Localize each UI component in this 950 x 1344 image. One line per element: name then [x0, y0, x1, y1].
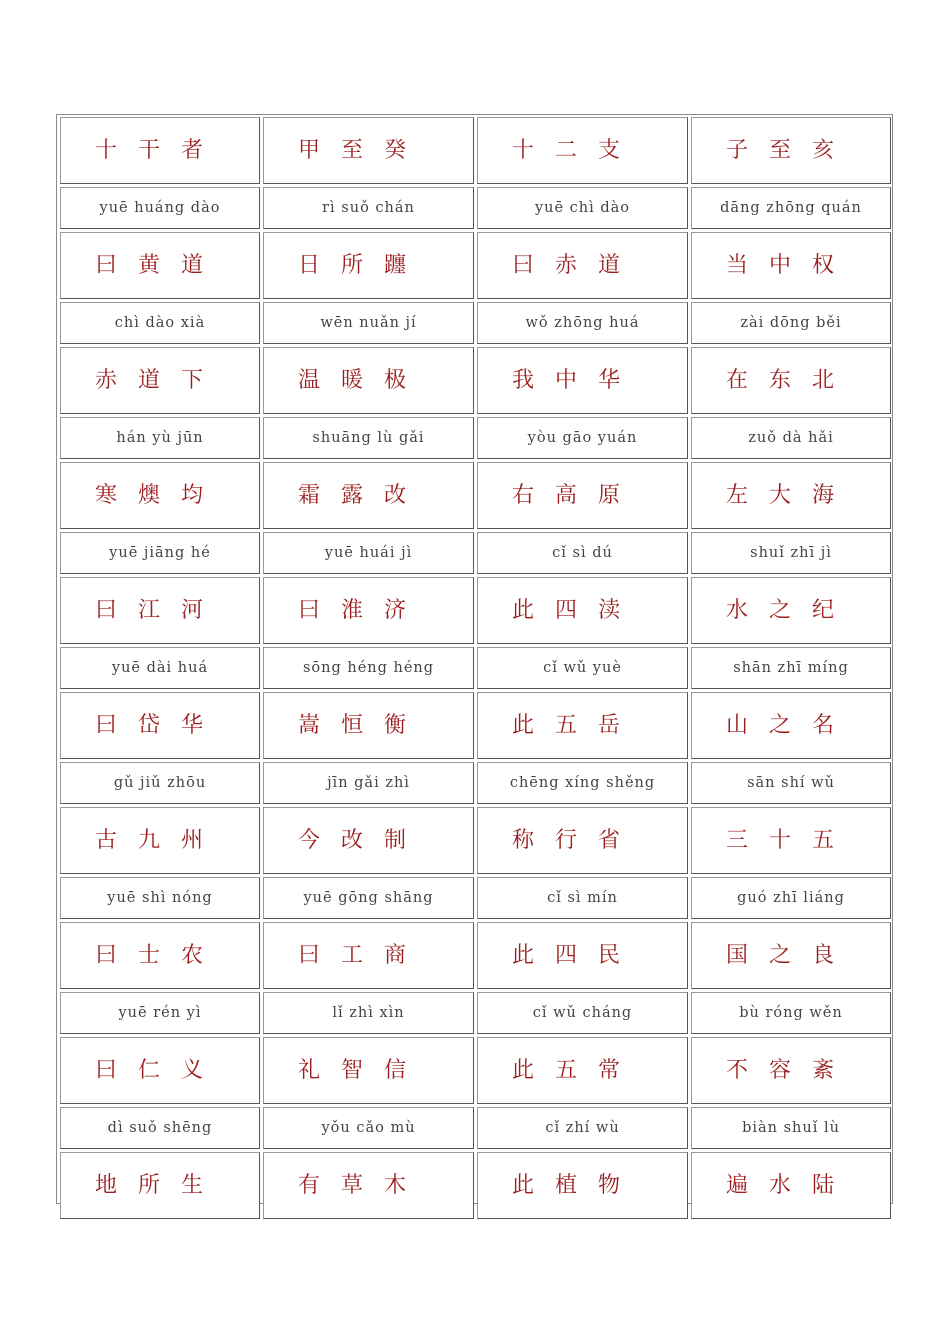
- hanzi-cell: [477, 232, 688, 299]
- hanzi-char: 五: [555, 1058, 578, 1083]
- hanzi-char: 改: [341, 828, 364, 853]
- pinyin-cell: [263, 302, 474, 344]
- hanzi-char: 国: [726, 943, 749, 968]
- hanzi-text: [264, 1038, 473, 1084]
- pinyin-text: hán yù jūn: [116, 430, 204, 446]
- hanzi-char: 权: [812, 253, 835, 278]
- pinyin-text: biàn shuǐ lù: [742, 1120, 840, 1136]
- pinyin-text: chì dào xià: [114, 315, 206, 331]
- hanzi-char: 良: [812, 943, 835, 968]
- hanzi-char: 衡: [384, 713, 407, 738]
- hanzi-text: [478, 808, 687, 854]
- pinyin-text: cǐ sì dú: [552, 545, 613, 561]
- pinyin-text: jīn gǎi zhì: [327, 775, 410, 791]
- hanzi-char: 海: [812, 483, 835, 508]
- hanzi-char: 所: [341, 253, 364, 278]
- hanzi-char: 水: [769, 1173, 792, 1198]
- hanzi-cell: [263, 922, 474, 989]
- hanzi-text: [264, 578, 473, 624]
- hanzi-text: [264, 463, 473, 509]
- hanzi-cell: [263, 577, 474, 644]
- hanzi-char: 制: [384, 828, 407, 853]
- hanzi-text: [264, 1153, 473, 1199]
- hanzi-char: 木: [384, 1173, 407, 1198]
- hanzi-cell: [60, 577, 260, 644]
- hanzi-cell: [263, 1037, 474, 1104]
- hanzi-char: 江: [138, 598, 161, 623]
- pinyin-text: yuē rén yì: [118, 1005, 202, 1021]
- hanzi-text: [61, 348, 259, 394]
- pinyin-text: rì suǒ chán: [322, 200, 415, 216]
- hanzi-char: 植: [555, 1173, 578, 1198]
- hanzi-char: 十: [512, 138, 535, 163]
- hanzi-char: 下: [181, 368, 204, 393]
- hanzi-char: 五: [812, 828, 835, 853]
- hanzi-char: 之: [769, 943, 792, 968]
- hanzi-char: 工: [341, 943, 364, 968]
- hanzi-char: 名: [812, 713, 835, 738]
- pinyin-cell: [477, 302, 688, 344]
- hanzi-char: 大: [769, 483, 792, 508]
- hanzi-char: 遍: [726, 1173, 749, 1198]
- pinyin-text: yòu gāo yuán: [527, 430, 638, 446]
- hanzi-text: [692, 348, 890, 394]
- pinyin-cell: [60, 647, 260, 689]
- hanzi-char: 嵩: [298, 713, 321, 738]
- pinyin-text: dāng zhōng quán: [720, 200, 862, 216]
- hanzi-char: 支: [598, 138, 621, 163]
- hanzi-text: [264, 808, 473, 854]
- pinyin-cell: [691, 877, 891, 919]
- hanzi-text: [264, 693, 473, 739]
- hanzi-text: [264, 233, 473, 279]
- hanzi-char: 商: [384, 943, 407, 968]
- hanzi-char: 岳: [598, 713, 621, 738]
- hanzi-cell: [263, 807, 474, 874]
- pinyin-cell: [691, 647, 891, 689]
- hanzi-char: 礼: [298, 1058, 321, 1083]
- hanzi-cell: [691, 922, 891, 989]
- hanzi-char: 极: [384, 368, 407, 393]
- hanzi-text: [692, 923, 890, 969]
- hanzi-cell: [691, 807, 891, 874]
- pinyin-text: shān zhī míng: [733, 660, 849, 676]
- hanzi-char: 岱: [138, 713, 161, 738]
- hanzi-cell: [60, 1037, 260, 1104]
- hanzi-cell: [477, 117, 688, 184]
- hanzi-cell: [60, 692, 260, 759]
- hanzi-cell: [477, 462, 688, 529]
- hanzi-char: 赤: [555, 253, 578, 278]
- pinyin-text: yuē shì nóng: [107, 890, 213, 906]
- hanzi-cell: [263, 692, 474, 759]
- hanzi-cell: [691, 1037, 891, 1104]
- pinyin-cell: [60, 1107, 260, 1149]
- hanzi-text: [61, 1153, 259, 1199]
- hanzi-char: 东: [769, 368, 792, 393]
- hanzi-char: 义: [181, 1058, 204, 1083]
- pinyin-text: yuē huái jì: [324, 545, 413, 561]
- hanzi-cell: [263, 117, 474, 184]
- hanzi-text: [264, 348, 473, 394]
- pinyin-cell: [691, 532, 891, 574]
- hanzi-char: 所: [138, 1173, 161, 1198]
- pinyin-cell: [691, 187, 891, 229]
- pinyin-cell: [60, 877, 260, 919]
- hanzi-char: 道: [598, 253, 621, 278]
- pinyin-cell: [60, 532, 260, 574]
- hanzi-char: 容: [769, 1058, 792, 1083]
- pinyin-cell: [263, 647, 474, 689]
- hanzi-char: 霜: [298, 483, 321, 508]
- pinyin-text: shuāng lù gǎi: [312, 430, 425, 446]
- hanzi-char: 州: [181, 828, 204, 853]
- hanzi-cell: [691, 692, 891, 759]
- hanzi-cell: [477, 922, 688, 989]
- hanzi-char: 智: [341, 1058, 364, 1083]
- hanzi-char: 行: [555, 828, 578, 853]
- hanzi-cell: [60, 347, 260, 414]
- pinyin-cell: [477, 877, 688, 919]
- hanzi-char: 曰: [298, 598, 321, 623]
- hanzi-cell: [477, 807, 688, 874]
- pinyin-text: cǐ wǔ yuè: [543, 660, 622, 676]
- hanzi-char: 生: [181, 1173, 204, 1198]
- pinyin-text: gǔ jiǔ zhōu: [113, 775, 207, 791]
- hanzi-cell: [263, 462, 474, 529]
- hanzi-text: [61, 118, 259, 164]
- hanzi-char: 济: [384, 598, 407, 623]
- hanzi-char: 省: [598, 828, 621, 853]
- hanzi-char: 曰: [95, 598, 118, 623]
- hanzi-char: 四: [555, 943, 578, 968]
- hanzi-char: 紊: [812, 1058, 835, 1083]
- hanzi-char: 曰: [95, 253, 118, 278]
- hanzi-char: 此: [512, 713, 535, 738]
- hanzi-text: [692, 578, 890, 624]
- hanzi-cell: [691, 462, 891, 529]
- hanzi-cell: [691, 347, 891, 414]
- hanzi-char: 二: [555, 138, 578, 163]
- hanzi-char: 当: [726, 253, 749, 278]
- hanzi-char: 中: [769, 253, 792, 278]
- hanzi-char: 称: [512, 828, 535, 853]
- hanzi-cell: [60, 117, 260, 184]
- pinyin-text: yǒu cǎo mù: [321, 1120, 416, 1136]
- hanzi-char: 此: [512, 943, 535, 968]
- hanzi-text: [692, 118, 890, 164]
- hanzi-char: 改: [384, 483, 407, 508]
- hanzi-text: [264, 118, 473, 164]
- hanzi-cell: [60, 462, 260, 529]
- hanzi-cell: [60, 922, 260, 989]
- pinyin-text: cǐ zhí wù: [545, 1120, 620, 1136]
- pinyin-cell: [691, 417, 891, 459]
- hanzi-char: 中: [555, 368, 578, 393]
- pinyin-cell: [60, 187, 260, 229]
- pinyin-cell: [263, 417, 474, 459]
- hanzi-char: 此: [512, 1058, 535, 1083]
- hanzi-text: [692, 463, 890, 509]
- hanzi-char: 温: [298, 368, 321, 393]
- hanzi-char: 干: [138, 138, 161, 163]
- hanzi-char: 赤: [95, 368, 118, 393]
- pinyin-table: [56, 114, 893, 1204]
- pinyin-text: wǒ zhōng huá: [525, 315, 640, 331]
- pinyin-cell: [477, 1107, 688, 1149]
- pinyin-text: bù róng wěn: [739, 1005, 843, 1021]
- hanzi-cell: [691, 232, 891, 299]
- hanzi-text: [478, 233, 687, 279]
- hanzi-char: 亥: [812, 138, 835, 163]
- pinyin-cell: [263, 532, 474, 574]
- pinyin-text: dì suǒ shēng: [107, 1120, 213, 1136]
- hanzi-char: 仁: [138, 1058, 161, 1083]
- hanzi-cell: [60, 807, 260, 874]
- hanzi-char: 曰: [95, 713, 118, 738]
- hanzi-char: 九: [138, 828, 161, 853]
- hanzi-text: [478, 693, 687, 739]
- hanzi-text: [478, 578, 687, 624]
- hanzi-char: 古: [95, 828, 118, 853]
- hanzi-char: 信: [384, 1058, 407, 1083]
- hanzi-text: [61, 463, 259, 509]
- hanzi-char: 不: [726, 1058, 749, 1083]
- hanzi-text: [61, 693, 259, 739]
- hanzi-char: 十: [95, 138, 118, 163]
- pinyin-cell: [691, 762, 891, 804]
- hanzi-char: 癸: [384, 138, 407, 163]
- hanzi-char: 左: [726, 483, 749, 508]
- pinyin-text: shuǐ zhī jì: [750, 545, 832, 561]
- hanzi-cell: [691, 577, 891, 644]
- hanzi-char: 日: [298, 253, 321, 278]
- hanzi-char: 农: [181, 943, 204, 968]
- hanzi-char: 在: [726, 368, 749, 393]
- hanzi-cell: [263, 347, 474, 414]
- hanzi-cell: [477, 347, 688, 414]
- hanzi-text: [61, 578, 259, 624]
- hanzi-cell: [263, 232, 474, 299]
- pinyin-cell: [477, 762, 688, 804]
- hanzi-char: 甲: [298, 138, 321, 163]
- hanzi-char: 道: [138, 368, 161, 393]
- hanzi-char: 河: [181, 598, 204, 623]
- hanzi-text: [692, 693, 890, 739]
- hanzi-char: 高: [555, 483, 578, 508]
- pinyin-cell: [477, 532, 688, 574]
- hanzi-char: 地: [95, 1173, 118, 1198]
- hanzi-char: 躔: [384, 253, 407, 278]
- pinyin-text: yuē gōng shāng: [303, 890, 434, 906]
- hanzi-cell: [477, 577, 688, 644]
- hanzi-cell: [477, 1152, 688, 1219]
- pinyin-text: zuǒ dà hǎi: [748, 430, 834, 446]
- hanzi-text: [478, 348, 687, 394]
- pinyin-cell: [691, 992, 891, 1034]
- pinyin-cell: [60, 762, 260, 804]
- hanzi-char: 曰: [95, 1058, 118, 1083]
- hanzi-char: 原: [598, 483, 621, 508]
- hanzi-char: 山: [726, 713, 749, 738]
- pinyin-cell: [263, 187, 474, 229]
- hanzi-char: 均: [181, 483, 204, 508]
- hanzi-char: 右: [512, 483, 535, 508]
- hanzi-text: [478, 118, 687, 164]
- hanzi-char: 陆: [812, 1173, 835, 1198]
- hanzi-char: 四: [555, 598, 578, 623]
- hanzi-text: [692, 808, 890, 854]
- pinyin-cell: [60, 417, 260, 459]
- hanzi-char: 物: [598, 1173, 621, 1198]
- pinyin-text: guó zhī liáng: [737, 890, 845, 906]
- pinyin-cell: [263, 877, 474, 919]
- hanzi-char: 常: [598, 1058, 621, 1083]
- pinyin-cell: [477, 992, 688, 1034]
- hanzi-text: [692, 1038, 890, 1084]
- hanzi-char: 草: [341, 1173, 364, 1198]
- hanzi-cell: [60, 232, 260, 299]
- hanzi-text: [478, 1153, 687, 1199]
- hanzi-char: 华: [598, 368, 621, 393]
- hanzi-char: 恒: [341, 713, 364, 738]
- pinyin-cell: [60, 992, 260, 1034]
- pinyin-text: chēng xíng shěng: [509, 775, 656, 791]
- pinyin-cell: [477, 187, 688, 229]
- hanzi-text: [61, 1038, 259, 1084]
- hanzi-char: 曰: [512, 253, 535, 278]
- hanzi-cell: [263, 1152, 474, 1219]
- hanzi-char: 至: [341, 138, 364, 163]
- pinyin-cell: [263, 762, 474, 804]
- hanzi-cell: [691, 117, 891, 184]
- hanzi-text: [478, 923, 687, 969]
- pinyin-cell: [477, 647, 688, 689]
- pinyin-text: lǐ zhì xìn: [332, 1005, 405, 1021]
- hanzi-text: [61, 233, 259, 279]
- pinyin-text: yuē dài huá: [111, 660, 209, 676]
- pinyin-cell: [691, 1107, 891, 1149]
- hanzi-char: 寒: [95, 483, 118, 508]
- hanzi-char: 我: [512, 368, 535, 393]
- hanzi-char: 淮: [341, 598, 364, 623]
- hanzi-char: 暖: [341, 368, 364, 393]
- hanzi-char: 华: [181, 713, 204, 738]
- hanzi-char: 子: [726, 138, 749, 163]
- hanzi-char: 道: [181, 253, 204, 278]
- pinyin-text: wēn nuǎn jí: [320, 315, 417, 331]
- hanzi-text: [478, 463, 687, 509]
- pinyin-cell: [691, 302, 891, 344]
- pinyin-cell: [263, 992, 474, 1034]
- hanzi-cell: [691, 1152, 891, 1219]
- hanzi-char: 曰: [298, 943, 321, 968]
- pinyin-cell: [477, 417, 688, 459]
- hanzi-text: [692, 1153, 890, 1199]
- pinyin-text: cǐ wǔ cháng: [532, 1005, 633, 1021]
- hanzi-char: 水: [726, 598, 749, 623]
- hanzi-char: 曰: [95, 943, 118, 968]
- hanzi-char: 有: [298, 1173, 321, 1198]
- pinyin-text: sōng héng héng: [302, 660, 435, 676]
- hanzi-char: 十: [769, 828, 792, 853]
- hanzi-text: [61, 808, 259, 854]
- hanzi-char: 露: [341, 483, 364, 508]
- hanzi-char: 五: [555, 713, 578, 738]
- hanzi-text: [264, 923, 473, 969]
- pinyin-text: yuē chì dào: [534, 200, 631, 216]
- hanzi-char: 黄: [138, 253, 161, 278]
- hanzi-char: 至: [769, 138, 792, 163]
- pinyin-text: cǐ sì mín: [547, 890, 618, 906]
- hanzi-char: 民: [598, 943, 621, 968]
- hanzi-char: 者: [181, 138, 204, 163]
- hanzi-char: 渎: [598, 598, 621, 623]
- hanzi-cell: [477, 692, 688, 759]
- hanzi-char: 纪: [812, 598, 835, 623]
- pinyin-cell: [60, 302, 260, 344]
- pinyin-cell: [263, 1107, 474, 1149]
- pinyin-text: zài dōng běi: [740, 315, 842, 331]
- hanzi-char: 此: [512, 1173, 535, 1198]
- hanzi-char: 之: [769, 598, 792, 623]
- pinyin-text: sān shí wǔ: [747, 775, 835, 791]
- pinyin-text: yuē huáng dào: [99, 200, 221, 216]
- hanzi-char: 燠: [138, 483, 161, 508]
- hanzi-char: 北: [812, 368, 835, 393]
- hanzi-char: 三: [726, 828, 749, 853]
- pinyin-text: yuē jiāng hé: [109, 545, 211, 561]
- hanzi-text: [692, 233, 890, 279]
- hanzi-cell: [60, 1152, 260, 1219]
- hanzi-char: 之: [769, 713, 792, 738]
- hanzi-text: [478, 1038, 687, 1084]
- hanzi-cell: [477, 1037, 688, 1104]
- hanzi-text: [61, 923, 259, 969]
- hanzi-char: 士: [138, 943, 161, 968]
- hanzi-char: 今: [298, 828, 321, 853]
- hanzi-char: 此: [512, 598, 535, 623]
